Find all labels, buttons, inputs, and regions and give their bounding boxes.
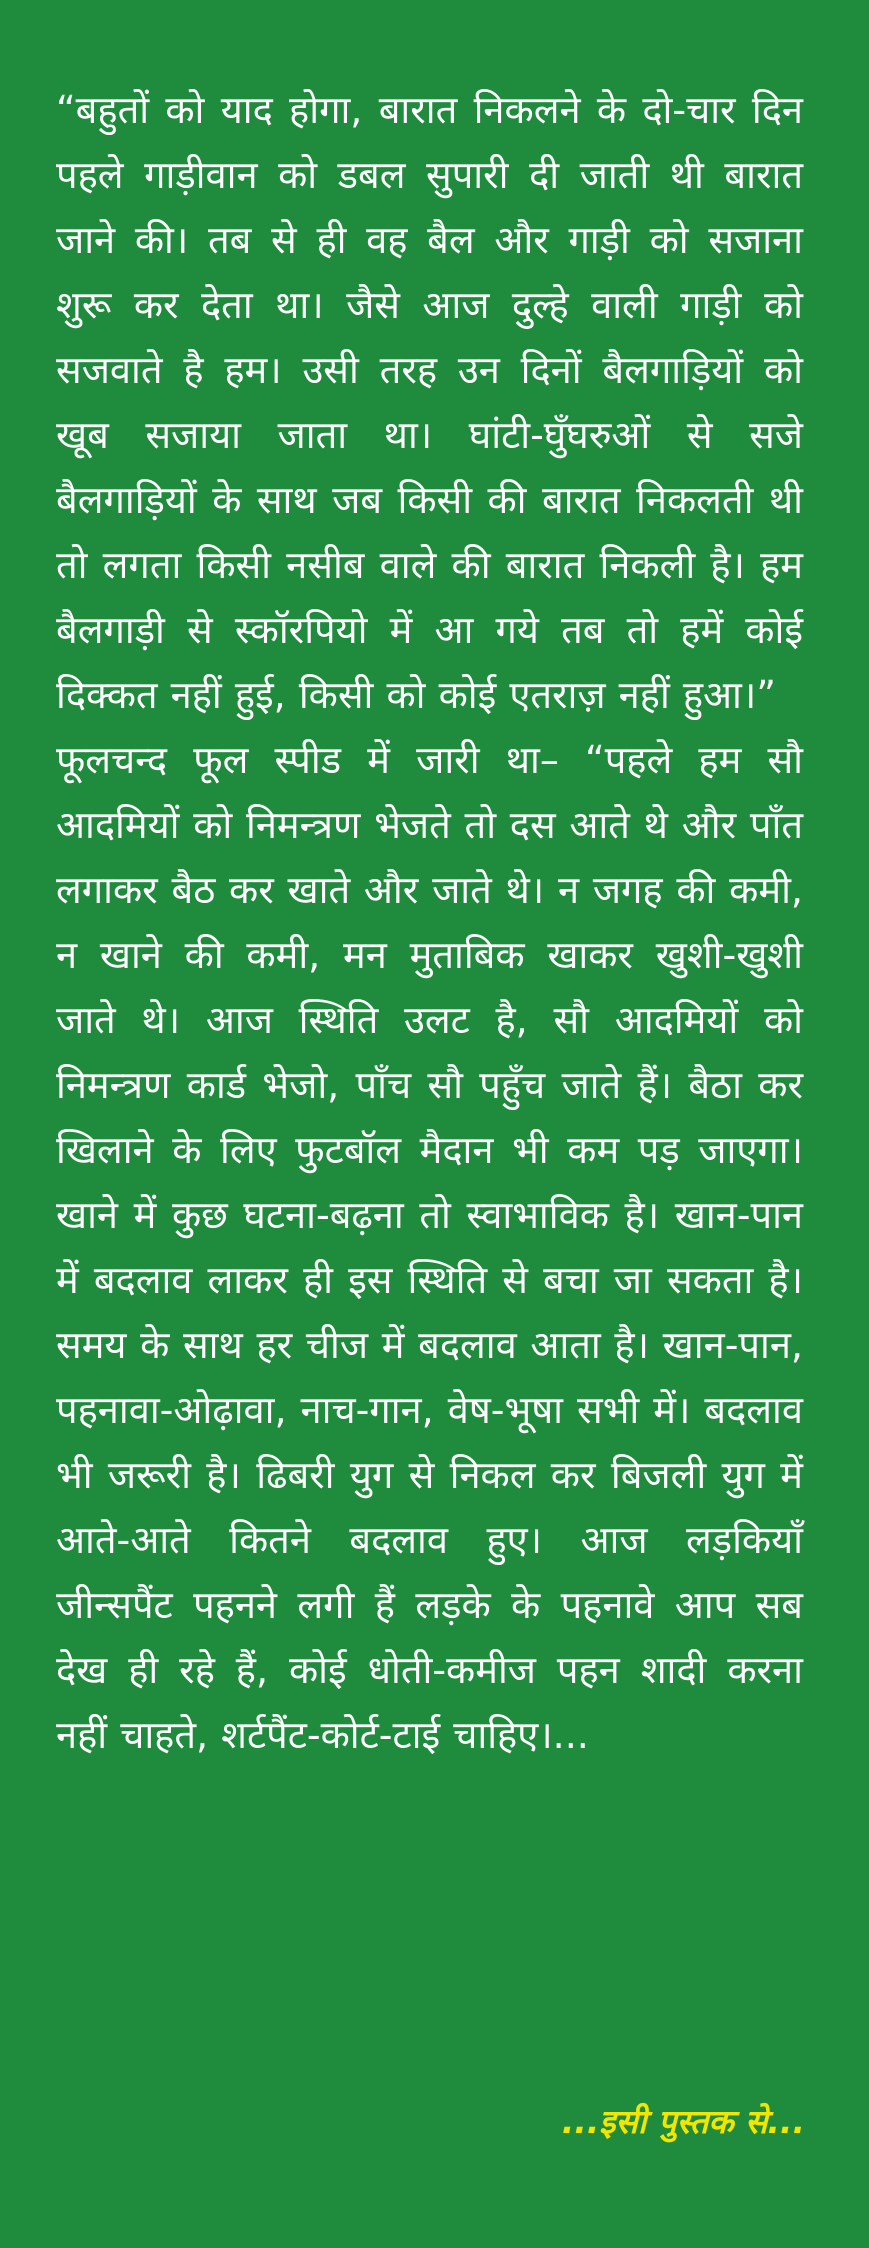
source-attribution: ...इसी पुस्तक से... [561, 2102, 805, 2141]
excerpt-paragraph-2: फूलचन्द फूल स्पीड में जारी था– “पहले हम सौ आदमियों को निमन्त्रण भेजते तो दस आते थे और पाँत लगाकर बैठ कर खाते और जाते थे। न जगह की कमी, न खाने की कमी, मन मुताबिक खाकर खुशी-खुशी जाते थे। आज स्थिति उलट है, सौ आदमियों को निमन्त्रण कार्ड भेजो, पाँच सौ पहुँच जाते हैं। बैठा कर खिलाने के लिए फुटबॉल मैदान भी कम पड़ जाएगा। खाने में कुछ घटना-बढ़ना तो स्वाभाविक है। खान-पान में बदलाव लाकर ही इस स्थिति से बचा जा सकता है। समय के साथ हर चीज में बदलाव आता है। खान-पान, पहनावा-ओढ़ावा, नाच-गान, वेष-भूषा सभी में। बदलाव भी जरूरी है। ढिबरी युग से निकल कर बिजली युग में आते-आते कितने बदलाव हुए। आज लड़कियाँ जीन्सपैंट पहनने लगी हैं लड़के के पहनावे आप सब देख ही रहे हैं, कोई धोती-कमीज पहन शादी करना नहीं चाहते, शर्टपैंट-कोर्ट-टाई चाहिए।... [56, 738, 803, 1757]
excerpt-paragraph-1: “बहुतों को याद होगा, बारात निकलने के दो-चार दिन पहले गाड़ीवान को डबल सुपारी दी जाती थी बारात जाने की। तब से ही वह बैल और गाड़ी को सजाना शुरू कर देता था। जैसे आज दुल्हे वाली गाड़ी को सजवाते है हम। उसी तरह उन दिनों बैलगाड़ियों को खूब सजाया जाता था। घांटी-घुँघरुओं से सजे बैलगाड़ियों के साथ जब किसी की बारात निकलती थी तो लगता किसी नसीब वाले की बारात निकली है। हम बैलगाड़ी से स्कॉरपियो में आ गये तब तो हमें कोई दिक्कत नहीं हुई, किसी को कोई एतराज़ नहीं हुआ।” [56, 88, 803, 717]
excerpt-body [56, 78, 803, 1768]
